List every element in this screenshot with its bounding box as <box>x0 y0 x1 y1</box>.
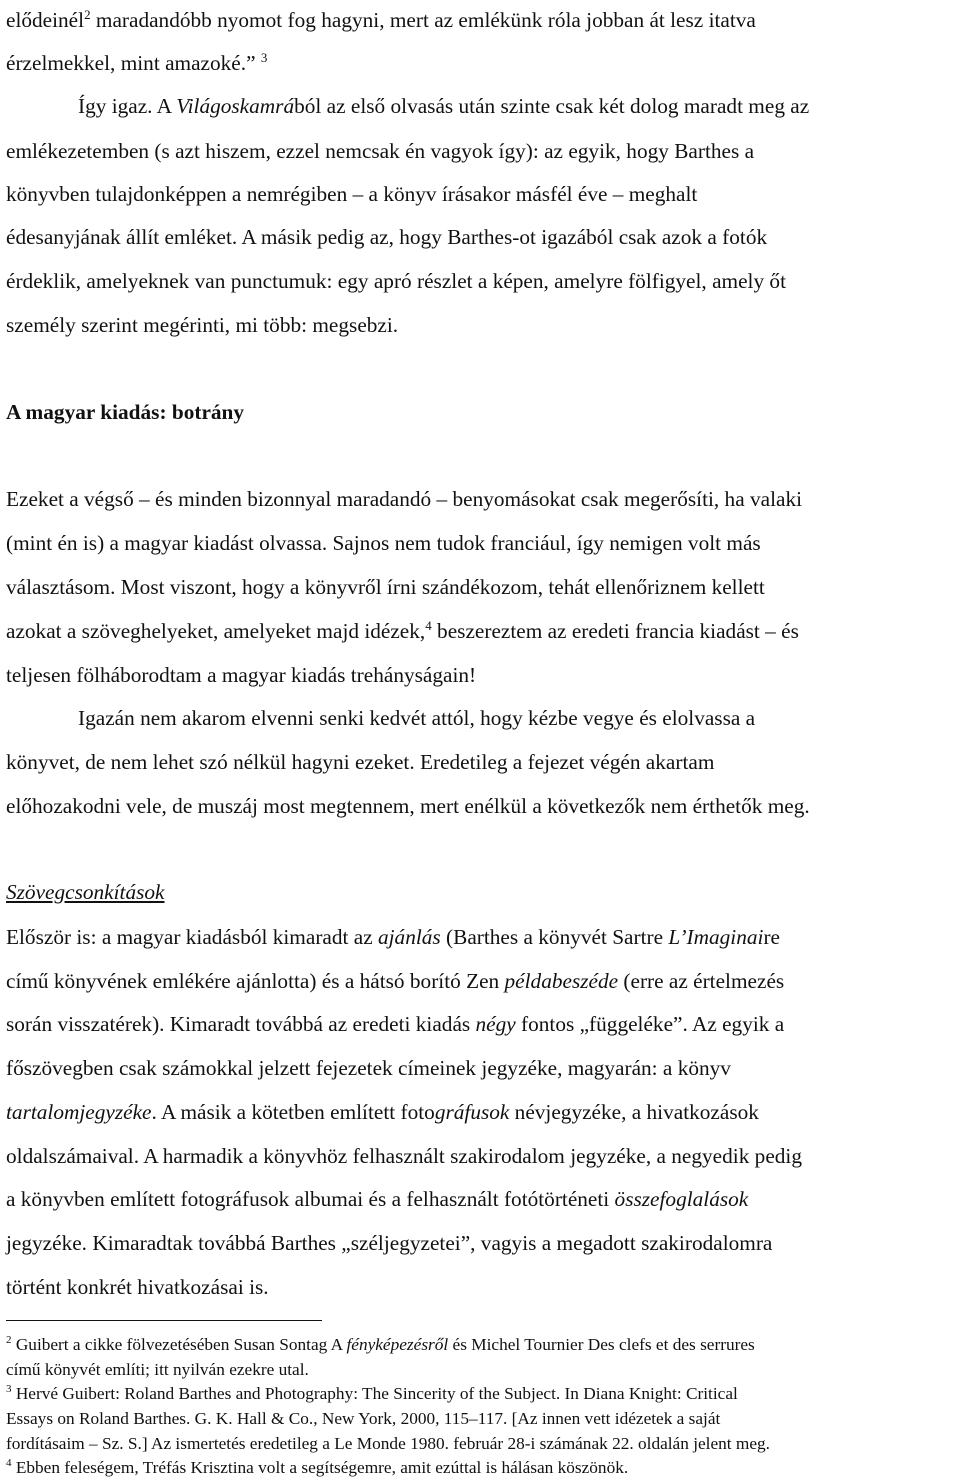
footnote-2 <box>6 1335 755 1355</box>
text-run: (erre az értelmezés <box>618 969 785 993</box>
footnote-number: 2 <box>6 1334 12 1346</box>
footnote-line: Essays on Roland Barthes. G. K. Hall & Co., New York, 2000, 115–117. [Az innen vett idézetek a saját <box>6 1409 721 1428</box>
body-line: (mint én is) a magyar kiadást olvassa. Sajnos nem tudok franciául, így nemigen volt más <box>6 531 761 555</box>
text-run: Hervé Guibert: Roland Barthes and Photography: The Sincerity of the Subject. In Diana Knight: Critical <box>11 1384 738 1403</box>
body-line: oldalszámaival. A harmadik a könyvhöz felhasznált szakirodalom jegyzéke, a negyedik pedig <box>6 1144 802 1168</box>
body-line <box>6 1099 759 1125</box>
body-line: érdeklik, amelyeknek van punctumuk: egy apró részlet a képen, amelyre fölfigyel, amely őt <box>6 269 786 293</box>
body-line <box>78 93 809 119</box>
body-line <box>6 924 780 950</box>
italic-run: fényképezésről <box>346 1335 449 1354</box>
italic-run: összefoglalások <box>614 1187 749 1211</box>
text-run: . A másik a kötetben említett foto <box>151 1100 435 1124</box>
body-line: teljesen fölháborodtam a magyar kiadás trehányságain! <box>6 663 477 687</box>
text-run: című könyvének emlékére ajánlotta) és a hátsó borító Zen <box>6 969 505 993</box>
text-run: re <box>763 925 780 949</box>
body-line: könyvben tulajdonképpen a nemrégiben – a könyv írásakor másfél éve – meghalt <box>6 182 698 206</box>
text-run: érzelmekkel, mint amazoké.” <box>6 51 256 75</box>
text-run: (Barthes a könyvét Sartre <box>440 925 669 949</box>
text-run: a könyvben említett fotográfusok albumai és a felhasznált fotótörténeti <box>6 1187 615 1211</box>
section-heading: A magyar kiadás: botrány <box>6 400 245 424</box>
italic-run: példabeszéde <box>504 969 619 993</box>
text-run: során visszatérek). Kimaradt továbbá az eredeti kiadás <box>6 1012 476 1036</box>
footnote-number: 3 <box>6 1383 12 1395</box>
body-line: emlékezetemben (s azt hiszem, ezzel nemcsak én vagyok így): az egyik, hogy Barthes a <box>6 139 755 163</box>
footnote-ref[interactable]: 2 <box>84 7 91 22</box>
text-run: beszereztem az eredeti francia kiadást – és <box>431 619 799 643</box>
body-line: személy szerint megérinti, mi több: megsebzi. <box>6 313 399 337</box>
body-line: Ezeket a végső – és minden bizonnyal maradandó – benyomásokat csak megerősíti, ha valaki <box>6 487 803 511</box>
italic-run: négy <box>475 1012 516 1036</box>
text-run: névjegyzéke, a hivatkozások <box>509 1100 759 1124</box>
footnote-line: fordításaim – Sz. S.] Az ismertetés eredetileg a Le Monde 1980. február 28-i számának 22. oldalán jelent meg. <box>6 1434 770 1453</box>
text-run: fontos „függeléke”. Az egyik a <box>515 1012 785 1036</box>
footnote-ref[interactable]: 4 <box>425 618 432 633</box>
text-run: Ebben feleségem, Tréfás Krisztina volt a segítségemre, amit ezúttal is hálásan köszönök. <box>11 1458 629 1477</box>
text-run: ból az első olvasás után szinte csak két dolog maradt meg az <box>294 94 810 118</box>
body-line: főszövegben csak számokkal jelzett fejezetek címeinek jegyzéke, magyarán: a könyv <box>6 1056 731 1080</box>
italic-run: ajánlás <box>377 925 441 949</box>
body-line: édesanyjának állít emléket. A másik pedig az, hogy Barthes-ot igazából csak azok a fotók <box>6 225 768 249</box>
footnote-3 <box>6 1384 738 1404</box>
body-line <box>6 7 756 33</box>
text-run: Így igaz. A <box>78 94 177 118</box>
body-line: könyvet, de nem lehet szó nélkül hagyni ezeket. Eredetileg a fejezet végén akartam <box>6 750 715 774</box>
body-line <box>6 968 784 994</box>
footnote-ref[interactable]: 3 <box>260 50 268 65</box>
text-run: azokat a szöveghelyeket, amelyeket majd idézek, <box>6 619 426 643</box>
italic-run: gráfusok <box>434 1100 510 1124</box>
body-line <box>6 618 799 644</box>
text-run: maradandóbb nyomot fog hagyni, mert az emlékünk róla jobban át lesz itatva <box>90 8 756 32</box>
text-run: és Michel Tournier Des clefs et des serrures <box>448 1335 755 1354</box>
book-title: Világoskamrá <box>176 94 295 118</box>
body-line: történt konkrét hivatkozásai is. <box>6 1275 269 1299</box>
body-line <box>6 1186 748 1212</box>
footnote-line: című könyvét említi; itt nyilván ezekre utal. <box>6 1360 309 1379</box>
body-line: jegyzéke. Kimaradtak továbbá Barthes „széljegyzetei”, vagyis a megadott szakirodalomra <box>6 1231 773 1255</box>
body-line: Igazán nem akarom elvenni senki kedvét attól, hogy kézbe vegye és elolvassa a <box>78 706 756 730</box>
section-subheading: Szövegcsonkítások <box>6 880 165 904</box>
body-line: előhozakodni vele, de muszáj most megtennem, mert enélkül a következők nem érthetők meg. <box>6 794 810 818</box>
italic-run: L’Imaginai <box>668 925 764 949</box>
footnote-number: 4 <box>6 1457 12 1469</box>
text-run: Először is: a magyar kiadásból kimaradt az <box>6 925 378 949</box>
text-run: Guibert a cikke fölvezetésében Susan Sontag A <box>11 1335 347 1354</box>
text-run: elődeinél <box>6 8 85 32</box>
body-line <box>6 1011 784 1037</box>
footnote-divider <box>6 1320 322 1321</box>
italic-run: tartalomjegyzéke <box>6 1100 152 1124</box>
body-line <box>6 50 267 76</box>
body-line: választásom. Most viszont, hogy a könyvről írni szándékozom, tehát ellenőriznem kellett <box>6 575 765 599</box>
footnote-4 <box>6 1458 628 1478</box>
